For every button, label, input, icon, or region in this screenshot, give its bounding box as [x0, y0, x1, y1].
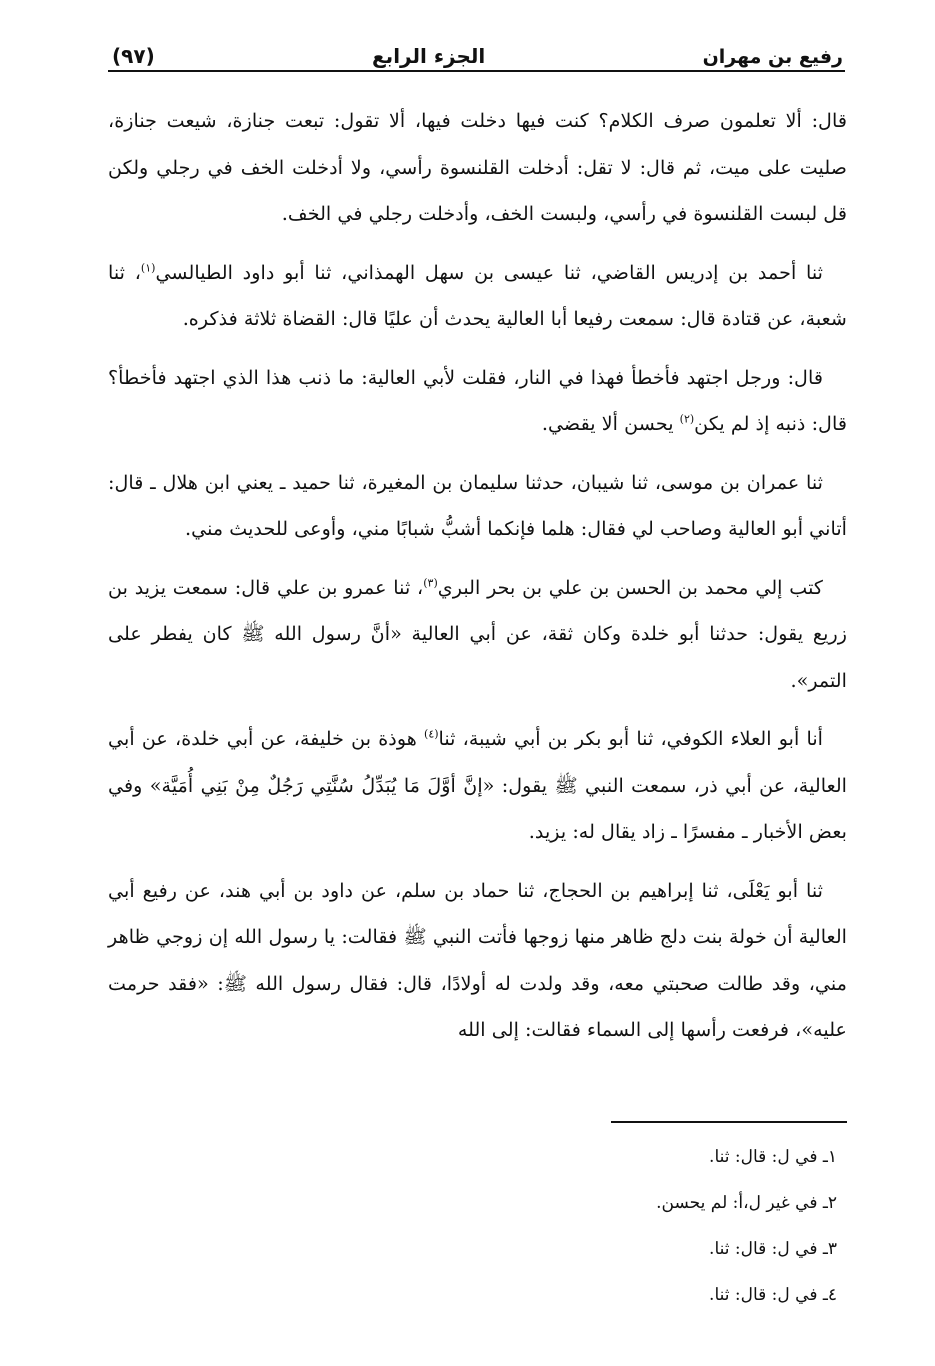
paragraph-text: قال: ورجل اجتهد فأخطأ فهذا في النار، فقلت لأبي العالية: ما ذنب هذا الذي اجتهد فأخطأ؟ قال: ذنبه إذ لم يكن [108, 365, 847, 435]
paragraph [108, 868, 847, 1054]
paragraph-text: ، ثنا عمرو بن علي قال: سمعت يزيد بن زريع يقول: حدثنا أبو خلدة وكان ثقة، عن أبي العالية «أنَّ رسول الله ﷺ كان يفطر على التمر». [108, 575, 847, 692]
footnote-marker: (٣) [423, 576, 438, 590]
footnote: ١ـ في ل: قال: ثنا. [709, 1147, 837, 1167]
footnote-separator [611, 1121, 847, 1123]
footnote: ٣ـ في ل: قال: ثنا. [709, 1239, 837, 1259]
paragraph [108, 565, 847, 705]
paragraph [108, 250, 847, 343]
footnote-marker: (١) [140, 261, 156, 275]
paragraph [108, 716, 847, 856]
running-head: رفيع بن مهران [702, 46, 843, 68]
header-rule [108, 70, 845, 72]
page-header [112, 28, 843, 68]
page-number: (٩٧) [112, 44, 155, 68]
paragraph-text: ثنا أبو يَعْلَى، ثنا إبراهيم بن الحجاج، ثنا حماد بن سلم، عن داود بن أبي هند، عن رفيع أبي العالية أن خولة بنت دلج ظاهر منها زوجها فأتت النبي ﷺ فقالت: يا رسول الله إن زوجي ظاهر مني، وقد طالت صحبتي معه، وقد ولدت له أولادًا، قال: فقال رسول الله ﷺ: «فقد حرمت عليه»، فرفعت رأسها إلى السماء فقالت: إلى الله [108, 878, 847, 1041]
footnotes [108, 1134, 847, 1318]
footnote: ٤ـ في ل: قال: ثنا. [709, 1285, 837, 1305]
footnote-marker: (٤) [424, 727, 439, 741]
paragraph-text: قال: ألا تعلمون صرف الكلام؟ كنت فيها دخلت فيها، ألا تقول: تبعت جنازة، شيعت جنازة، صليت على ميت، ثم قال: لا تقل: أدخلت القلنسوة رأسي، ولا أدخلت الخف في رجلي ولكن قل لبست القلنسوة في رأسي، ولبست الخف، وأدخلت رجلي في الخف. [108, 109, 847, 225]
footnote-marker: (٢) [679, 412, 695, 426]
paragraph-text: كتب إلي محمد بن الحسن بن علي بن بحر البري [437, 575, 823, 599]
footnote: ٢ـ في غير ل،أ: لم يحسن. [656, 1193, 837, 1213]
part-title: الجزء الرابع [372, 44, 486, 68]
paragraph [108, 355, 847, 448]
paragraph-text: ثنا عمران بن موسى، ثنا شيبان، حدثنا سليمان بن المغيرة، ثنا حميد ـ يعني ابن هلال ـ قال: أتاني أبو العالية وصاحب لي فقال: هلما فإنكما أشبُّ شبابًا مني، وأوعى للحديث مني. [108, 470, 847, 540]
paragraph-text: ثنا أحمد بن إدريس القاضي، ثنا عيسى بن سهل الهمذاني، ثنا أبو داود الطيالسي [155, 260, 823, 284]
paragraph-text: يحسن ألا يقضي. [541, 412, 680, 435]
paragraph-text: أنا أبو العلاء الكوفي، ثنا أبو بكر بن أبي شيبة، ثنا [438, 727, 823, 750]
paragraph-text: هوذة بن خليفة، عن أبي خلدة، عن أبي العالية، عن أبي ذر، سمعت النبي ﷺ يقول: «إنَّ أوَّلَ مَا يُبَدِّلُ سُنَّتِي رَجُلٌ مِنْ بَنِي أُمَيَّة» وفي بعض الأخبار ـ مفسرًا ـ زاد يقال له: يزيد. [108, 727, 847, 843]
paragraph [108, 460, 847, 553]
body-text [108, 98, 847, 1066]
paragraph [108, 98, 847, 238]
paragraph-text: ، ثنا شعبة، عن قتادة قال: سمعت رفيعا أبا العالية يحدث أن عليًا قال: القضاة ثلاثة فذكره. [108, 260, 847, 330]
